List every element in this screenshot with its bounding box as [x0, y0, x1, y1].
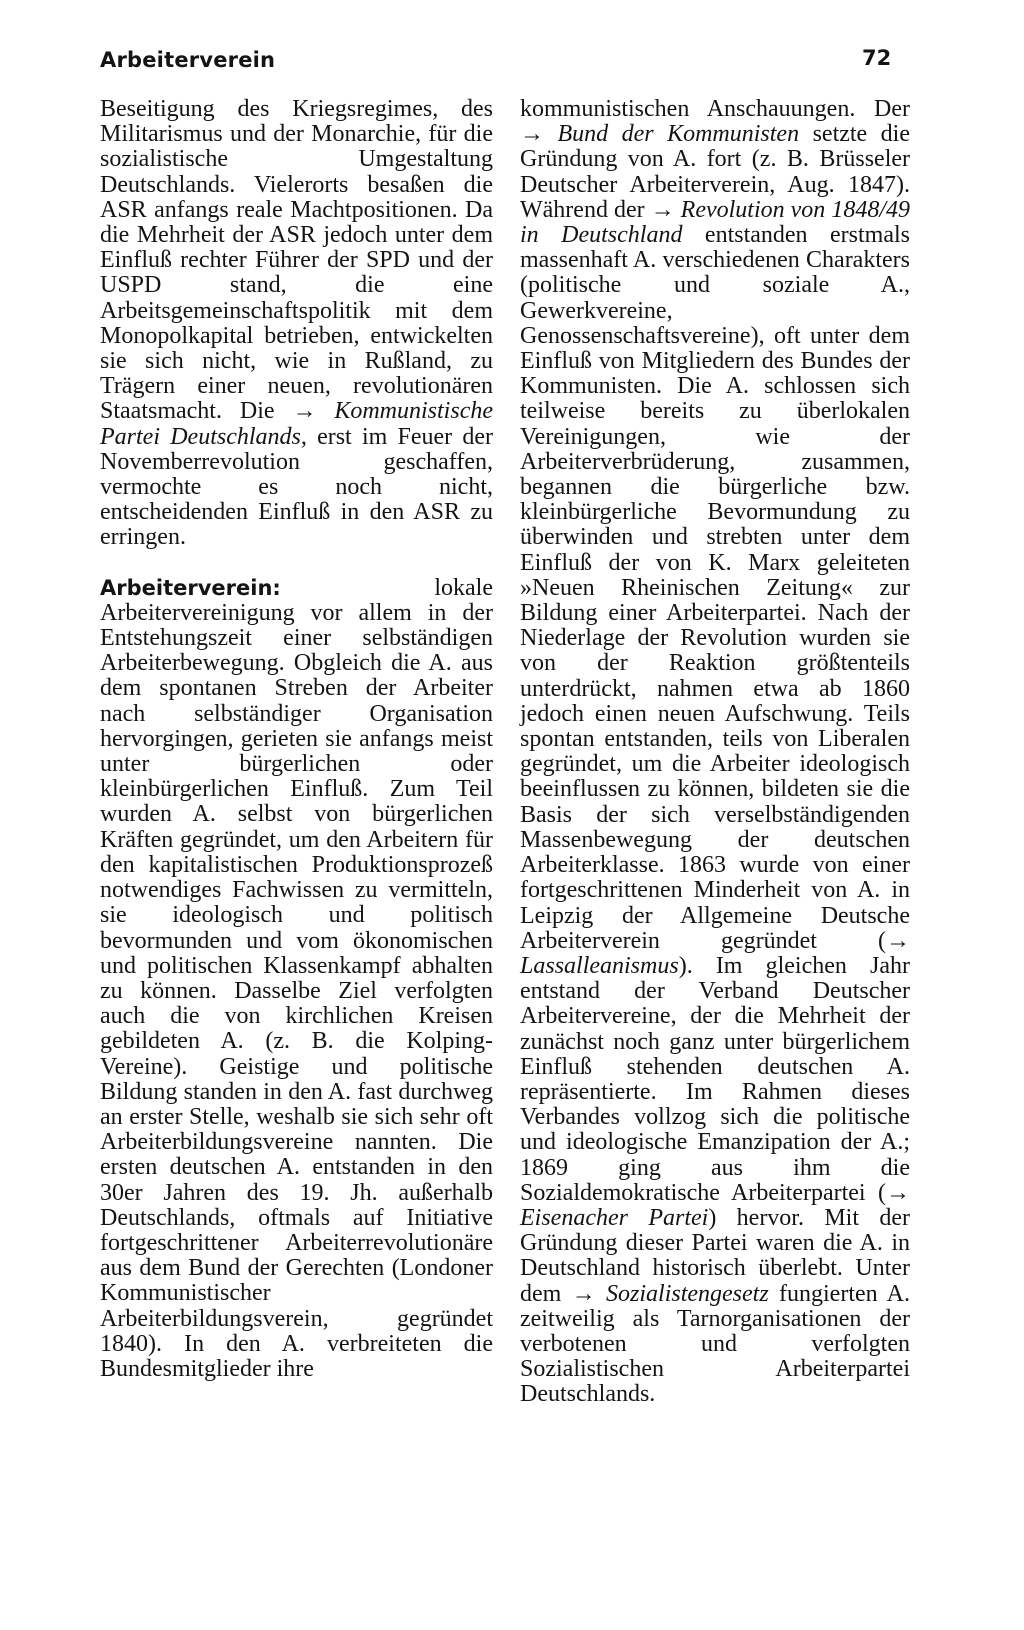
running-head: Arbeiterverein	[100, 48, 276, 72]
cross-reference-kpd: → Kommunistische Partei Deutschlands,	[100, 398, 493, 450]
entry-arbeiterverein	[100, 576, 493, 1383]
text-run: erst im Feuer der Novemberrevolution geschaffen, vermochte es noch nicht, entscheidenden Einfluß in den ASR zu erringen.	[100, 423, 493, 551]
entry-continuation-paragraph	[100, 97, 493, 551]
text-run: ) hervor. Mit der Gründung dieser Partei waren die A. in Deutschland historisch überlebt. Unter dem	[520, 1204, 911, 1307]
text-run: Beseitigung des Kriegsregimes, des Militarismus und der Monarchie, für die sozialistische Umgestaltung Deutschlands. Vielerorts besaßen die ASR anfangs reale Machtpositionen. Da die Mehrheit der ASR jedoch unter dem Einfluß rechter Führer der SPD und der USPD stand, die eine Arbeitsgemeinschaftspolitik mit dem Monopolkapital betrieben, entwickelten sie sich nicht, wie in Rußland, zu Trägern einer neuen, revolutionären Staatsmacht. Die	[100, 96, 493, 425]
cross-reference-sozialistengesetz: → Sozialistengesetz	[571, 1280, 769, 1307]
text-run: lokale Arbeitervereinigung vor allem in der Entstehungszeit einer selbständigen Arbeiterbewegung. Obgleich die A. aus dem spontanen Streben der Arbeiter nach selbständiger Organisation hervorgingen, gerieten sie anfangs meist unter bürgerlichen oder kleinbürgerlichen Einfluß. Zum Teil wurden A. selbst von bürgerlichen Kräften gegründet, um den Arbeitern für den kapitalistischen Produktionsprozeß notwendiges Fachwissen zu vermitteln, sie ideologisch und politisch bevormunden und vom ökonomischen und politischen Klassenkampf abhalten zu können. Dasselbe Ziel verfolgten auch die von kirchlichen Kreisen gebildeten A. (z. B. die Kolping-Vereine). Geistige und politische Bildung standen in den A. fast durchweg an erster Stelle, weshalb sie sich sehr oft Arbeiterbildungsvereine nannten. Die ersten deutschen A. entstanden in den 30er Jahren des 19. Jh. außerhalb Deutschlands, oftmals auf Initiative fortgeschrittener Arbeiterrevolutionäre aus dem Bund der Gerechten (Londoner Kommunistischer Arbeiterbildungsverein, gegründet 1840). In den A. verbreiteten die Bundesmitglieder ihre	[100, 574, 493, 1382]
text-run: entstanden erstmals massenhaft A. verschiedenen Charakters (politische und soziale A., Gewerkvereine, Genossenschaftsvereine), oft unter dem Einfluß von Mitgliedern des Bundes der Kommunisten. Die A. schlossen sich teilweise bereits zu überlokalen Vereinigungen, wie der Arbeiterverbrüderung, zusammen, begannen die bürgerliche bzw. kleinbürgerliche Bevormundung zu überwinden und strebten unter dem Einfluß der von K. Marx geleiteten »Neuen Rheinischen Zeitung« zur Bildung einer Arbeiterpartei. Nach der Niederlage der Revolution wurden sie von der Reaktion größtenteils unterdrückt, nahmen etwa ab 1860 jedoch einen neuen Aufschwung. Teils spontan entstanden, teils von Liberalen gegründet, um die Arbeiter ideologisch beeinflussen zu können, bildeten sie die Basis der sich verselbständigenden Massenbewegung der deutschen Arbeiterklasse. 1863 wurde von einer fortgeschrittenen Minderheit von A. in Leipzig der Allgemeine Deutsche Arbeiterverein gegründet (	[520, 222, 910, 954]
text-run: kommunistischen Anschauungen. Der	[520, 96, 910, 122]
text-run: ). Im gleichen Jahr entstand der Verband Deutscher Arbeitervereine, der die Mehrheit der zunächst noch ganz unter bürgerlichem Einfluß stehenden deutschen A. repräsentierte. Im Rahmen dieses Verbandes vollzog sich die politische und ideologische Emanzipation der A.; 1869 ging aus ihm die Sozialdemokratische Arbeiterpartei (	[520, 952, 910, 1206]
left-column	[100, 97, 493, 1382]
right-column	[520, 97, 910, 1408]
cross-reference-revolution-1848: → Revolution von 1848/49 in Deutschland	[520, 196, 910, 249]
page-number: 72	[862, 46, 892, 70]
entry-headword: Arbeiterverein:	[100, 575, 281, 600]
entry-arbeiterverein-continued	[520, 97, 910, 1408]
cross-reference-bund-der-kommunisten: → Bund der Kommunisten	[520, 121, 800, 148]
text-run: fungierten A. zeitweilig als Tarnorganisationen der verbotenen und verfolgten Sozialistischen Arbeiterpartei Deutschlands.	[520, 1280, 910, 1408]
cross-reference-lassalleanismus: → Lassalleanismus	[520, 927, 910, 979]
cross-reference-eisenacher-partei: → Eisenacher Partei	[520, 1179, 910, 1231]
text-run: setzte die Gründung von A. fort (z. B. Brüsseler Deutscher Arbeiterverein, Aug. 1847). Während der	[520, 121, 911, 223]
